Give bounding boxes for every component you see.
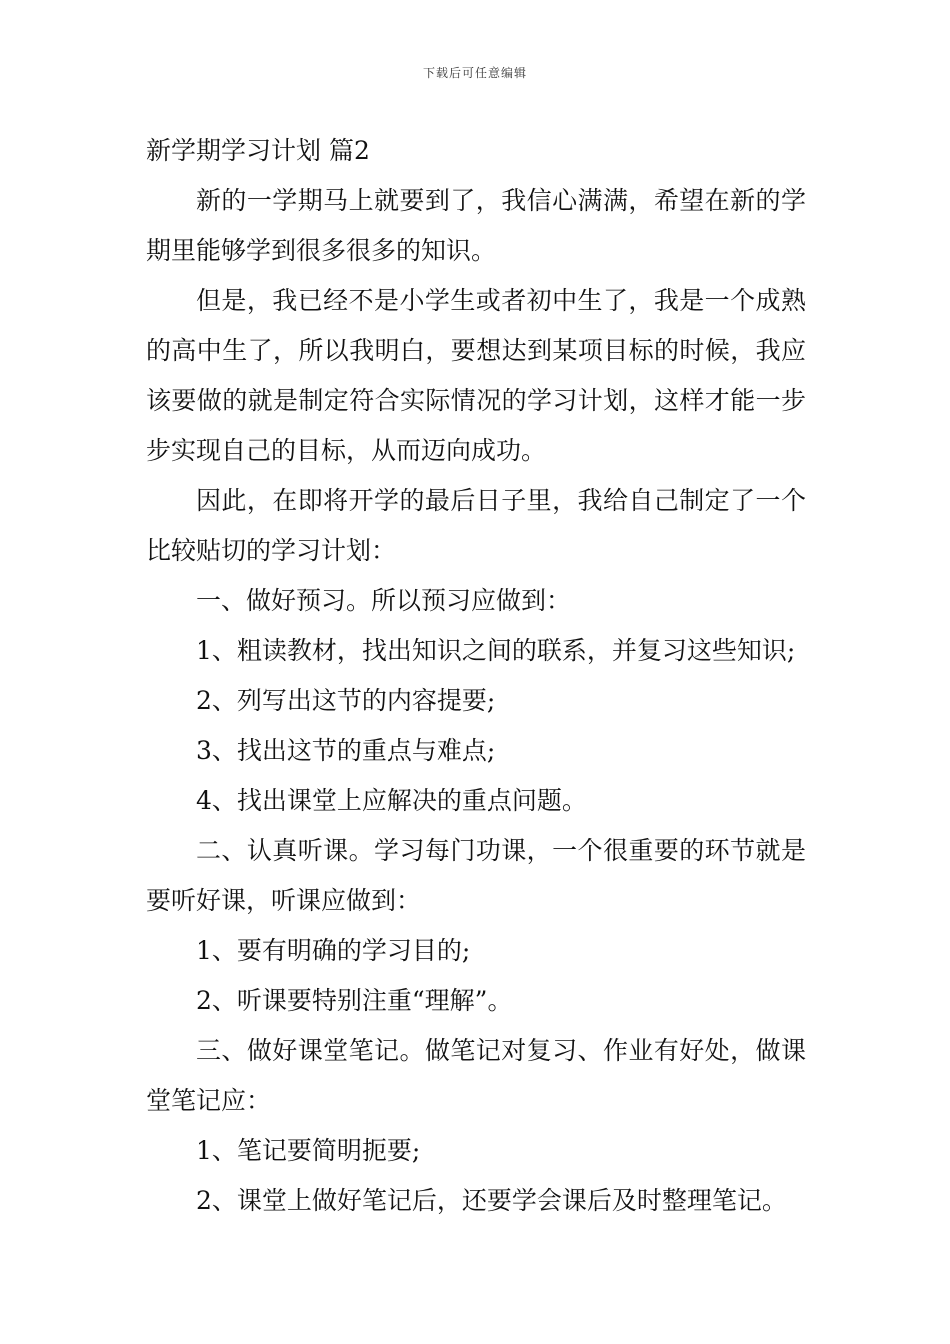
document-title: 新学期学习计划 篇2 (146, 136, 370, 165)
list-item: 1、要有明确的学习目的; (196, 936, 471, 965)
download-note: 下载后可任意编辑 (422, 66, 527, 80)
paragraph-reason: 但是，我已经不是小学生或者初中生了，我是一个成熟的高中生了，所以我明白，要想达到某项目标的时候，我应该要做的就是制定符合实际情况的学习计划，这样才能一步步实现自己的目标，从而迈向成功。 (146, 286, 806, 465)
list-item: 3、找出这节的重点与难点; (196, 736, 496, 765)
list-item: 2、列写出这节的内容提要; (196, 686, 496, 715)
list-item: 2、听课要特别注重“理解”。 (196, 986, 513, 1015)
section-heading-listening: 二、认真听课。学习每门功课，一个很重要的环节就是要听好课，听课应做到： (146, 836, 806, 915)
document-body (146, 126, 806, 1226)
section-heading-preview: 一、做好预习。所以预习应做到： (196, 586, 572, 615)
list-item: 2、课堂上做好笔记后，还要学会课后及时整理笔记。 (196, 1186, 787, 1215)
paragraph-intro: 新的一学期马上就要到了，我信心满满，希望在新的学期里能够学到很多很多的知识。 (146, 186, 806, 265)
paragraph-plan-lead: 因此，在即将开学的最后日子里，我给自己制定了一个比较贴切的学习计划： (146, 486, 806, 565)
list-item: 1、笔记要简明扼要; (196, 1136, 421, 1165)
section-heading-notes: 三、做好课堂笔记。做笔记对复习、作业有好处，做课堂笔记应： (146, 1036, 806, 1115)
list-item: 4、找出课堂上应解决的重点问题。 (196, 786, 587, 815)
list-item: 1、粗读教材，找出知识之间的联系，并复习这些知识; (196, 636, 796, 665)
